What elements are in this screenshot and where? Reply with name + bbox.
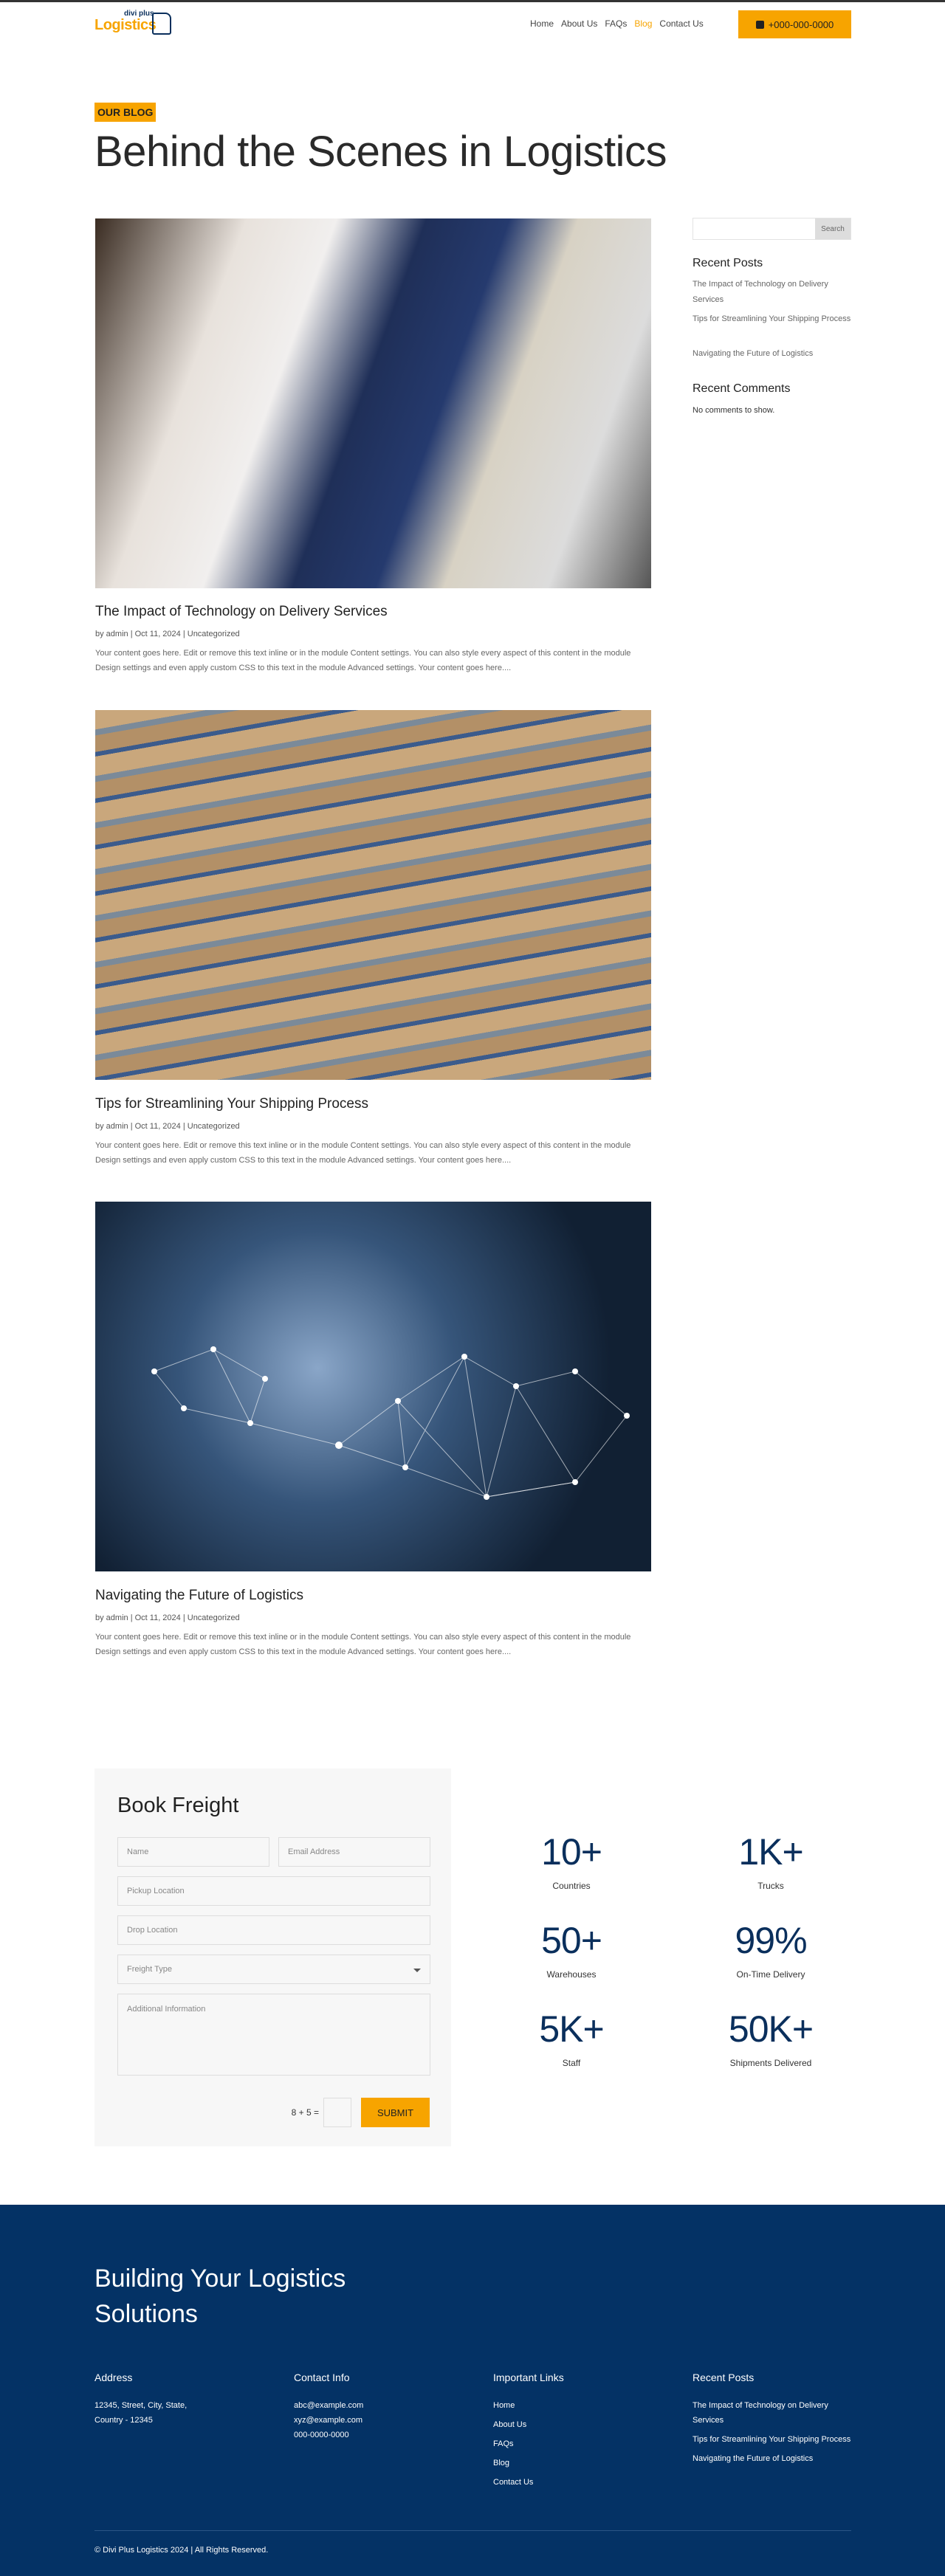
recent-post-link[interactable]: The Impact of Technology on Delivery Services [693,280,828,304]
post-title[interactable]: Tips for Streamlining Your Shipping Process [95,1096,368,1112]
network-lines [95,1202,651,1571]
footer-contact: Contact Info abc@example.com xyz@example.com 000-0000-0000 [294,2370,471,2442]
post-image-delivery[interactable] [95,218,651,588]
drop-location-field[interactable]: Drop Location [117,1915,430,1945]
nav-faqs[interactable]: FAQs [605,18,628,29]
nav-about[interactable]: About Us [561,18,598,29]
post-title[interactable]: The Impact of Technology on Delivery Services [95,604,388,619]
footer-post-link[interactable]: Tips for Streamlining Your Shipping Process [693,2435,851,2444]
name-field[interactable]: Name [117,1837,269,1867]
pickup-location-field[interactable]: Pickup Location [117,1876,430,1906]
search-input[interactable] [693,218,815,239]
nav-blog[interactable]: Blog [634,18,653,29]
truck-icon [152,13,171,35]
copyright: © Divi Plus Logistics 2024 | All Rights Reserved. [94,2546,269,2555]
stat-shipments: 50K+ Shipments Delivered [728,2008,814,2068]
blog-badge: OUR BLOG [94,103,156,122]
form-title: Book Freight [117,1794,239,1817]
footer-post-link[interactable]: Navigating the Future of Logistics [693,2454,814,2463]
post-meta: by admin | Oct 11, 2024 | Uncategorized [95,1122,240,1131]
additional-info-textarea[interactable]: Additional Information [117,1994,430,2076]
footer-recent-posts: Recent Posts The Impact of Technology on Delivery Services Tips for Streamlining Your Shipping Process Navigating the Future of Logistics [693,2370,851,2470]
contact-phone[interactable]: 000-0000-0000 [294,2431,349,2439]
freight-type-select[interactable]: Freight Type [117,1955,430,1984]
post-image-network-map[interactable] [95,1202,651,1571]
phone-button[interactable]: +000-000-0000 [738,10,851,38]
footer-address: Address 12345, Street, City, State, Country - 12345 [94,2372,188,2425]
search-form [693,218,851,240]
footer-link-blog[interactable]: Blog [493,2459,510,2467]
footer-divider [94,2530,851,2531]
stat-on-time: 99% On-Time Delivery [735,1920,807,1980]
post-excerpt: Your content goes here. Edit or remove this text inline or in the module Content settings. You can also style every aspect of this content in the module Design settings and even apply custom CSS to this text in the module Advanced settings. Your content goes here.... [95,1633,631,1656]
book-freight-form [94,1769,451,2146]
captcha-question: 8 + 5 = [291,2107,319,2118]
post-meta: by admin | Oct 11, 2024 | Uncategorized [95,630,240,638]
main-nav [530,18,704,29]
nav-contact[interactable]: Contact Us [659,18,704,29]
footer-link-contact[interactable]: Contact Us [493,2478,534,2487]
chevron-down-icon [413,1969,421,1976]
email-field[interactable]: Email Address [278,1837,430,1867]
captcha-input[interactable] [323,2098,351,2127]
recent-comments-heading: Recent Comments [693,382,791,395]
page-title: Behind the Scenes in Logistics [94,128,667,176]
post-excerpt: Your content goes here. Edit or remove this text inline or in the module Content settings. You can also style every aspect of this content in the module Design settings and even apply custom CSS to this text in the module Advanced settings. Your content goes here.... [95,649,631,672]
post-title[interactable]: Navigating the Future of Logistics [95,1588,303,1603]
logo[interactable]: divi plus Logistics [94,10,173,39]
submit-button[interactable]: SUBMIT [361,2098,430,2127]
recent-posts-heading: Recent Posts [693,257,763,269]
contact-email[interactable]: abc@example.com [294,2401,364,2410]
search-button[interactable]: Search [815,218,850,239]
footer-heading: Building Your Logistics Solutions [94,2265,346,2328]
footer-link-faqs[interactable]: FAQs [493,2439,514,2448]
stat-staff: 5K+ Staff [539,2008,604,2068]
no-comments-text: No comments to show. [693,406,775,415]
site-footer [0,2205,945,2576]
site-header [0,0,945,44]
footer-links: Important Links Home About Us FAQs Blog Contact Us [493,2370,670,2494]
footer-link-home[interactable]: Home [493,2401,515,2410]
nav-home[interactable]: Home [530,18,554,29]
post-image-warehouse[interactable] [95,710,651,1080]
stat-trucks: 1K+ Trucks [738,1831,803,1891]
footer-post-link[interactable]: The Impact of Technology on Delivery Services [693,2401,828,2425]
recent-post-link[interactable]: Navigating the Future of Logistics [693,349,814,358]
recent-post-link[interactable]: Tips for Streamlining Your Shipping Process [693,314,851,323]
post-excerpt: Your content goes here. Edit or remove this text inline or in the module Content settings. You can also style every aspect of this content in the module Design settings and even apply custom CSS to this text in the module Advanced settings. Your content goes here.... [95,1141,631,1165]
stat-countries: 10+ Countries [541,1831,602,1891]
stat-warehouses: 50+ Warehouses [541,1920,602,1980]
post-meta: by admin | Oct 11, 2024 | Uncategorized [95,1614,240,1622]
contact-email[interactable]: xyz@example.com [294,2416,363,2425]
phone-icon [756,21,764,29]
footer-link-about[interactable]: About Us [493,2420,527,2429]
